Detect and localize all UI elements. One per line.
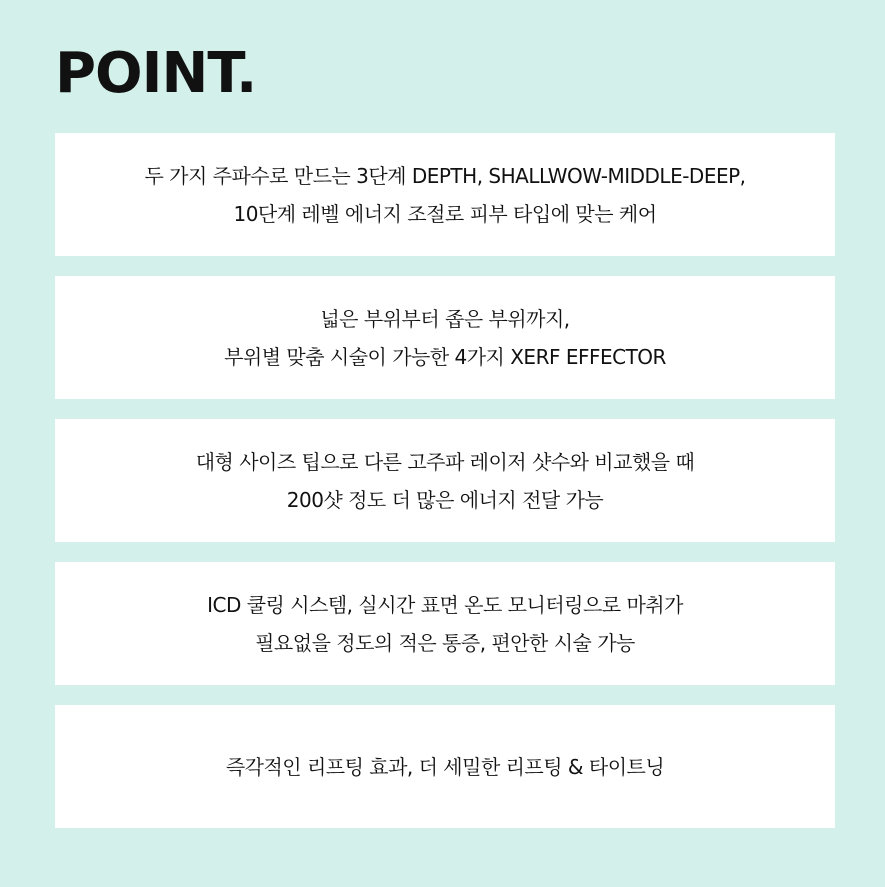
point-card-2 <box>55 276 835 399</box>
point-list <box>55 133 835 848</box>
point-card-1 <box>55 133 835 256</box>
point-text-line: 200샷 정도 더 많은 에너지 전달 가능 <box>286 487 604 512</box>
point-text-line: 10단계 레벨 에너지 조절로 피부 타입에 맞는 케어 <box>233 201 657 226</box>
point-card-4 <box>55 562 835 685</box>
point-text-line: 필요없을 정도의 적은 통증, 편안한 시술 가능 <box>255 630 635 655</box>
point-card-3 <box>55 419 835 542</box>
point-card-5 <box>55 705 835 828</box>
point-text-line: 대형 사이즈 팁으로 다른 고주파 레이저 샷수와 비교했을 때 <box>195 449 695 474</box>
point-text-line: ICD 쿨링 시스템, 실시간 표면 온도 모니터링으로 마취가 <box>207 592 683 617</box>
point-text-line: 넓은 부위부터 좁은 부위까지, <box>320 306 570 331</box>
point-text-line: 부위별 맞춤 시술이 가능한 4가지 XERF EFFECTOR <box>224 344 666 369</box>
point-text-line: 즉각적인 리프팅 효과, 더 세밀한 리프팅 & 타이트닝 <box>225 754 665 779</box>
page-title: POINT. <box>55 41 257 106</box>
point-text-line: 두 가지 주파수로 만드는 3단계 DEPTH, SHALLWOW-MIDDLE-DEEP, <box>144 163 746 188</box>
